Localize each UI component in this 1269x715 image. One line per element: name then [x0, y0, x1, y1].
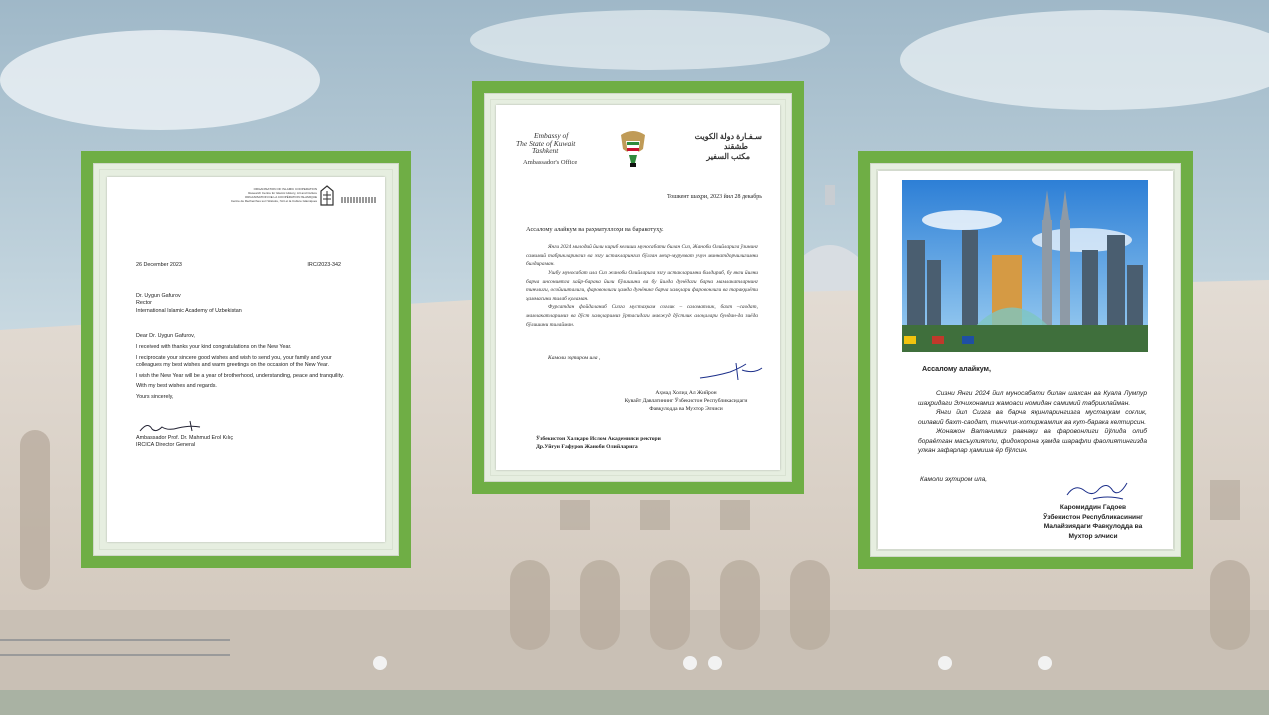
letter-kuwait-embassy: [496, 105, 780, 470]
letter-malaysia-frame: [858, 151, 1193, 569]
letter-reference: IRC/2023-342: [307, 262, 341, 268]
ircica-header-text: ORGANISATION OF ISLAMIC COOPERATION Research Centre for Islamic History, Art and Culture ORGANISATION DE LA COOPÉRATION ISLAMIQUE Centre de Recherches sur l'Histoire, l'Art et la Culture Islamiques: [230, 187, 317, 203]
signer-block: Каромиддин Гадоев Ўзбекистон Республикасининг Малайзиядаги Фавқулодда ва Мухтор элчиси: [1043, 504, 1143, 540]
letter-body: Dear Dr. Uygun Gafurov, I received with thanks your kind congratulations on the New Year. I reciprocate your sincere good wishes and wish to send you, your family and your colleagues my best wishes and warm greetings on the occasion of the New Year. I wish the New Year will be a year of brotherhood, understanding, peace and tranquility. With my best wishes and regards. Yours sincerely,: [136, 333, 356, 405]
signer-block: Аҳмад Холид Ал Жийрон Кувайт Давлатининг Ўзбекистон Республикасидаги Фавқулодда ва Мухтор Элчиси: [624, 390, 748, 413]
letter-kuwait-frame: [472, 81, 804, 494]
closing: Камоли эҳтиром ила,: [920, 476, 988, 483]
embassy-name-arabic: سـفـارة دولة الكويت طشقند مكتب السفير: [694, 132, 762, 161]
greeting: Ассалому алайкум ва раҳматуллоҳи ва баракотуҳу.: [526, 226, 664, 233]
recipient-address: Dr. Uygun Gafurov Rector International Islamic Academy of Uzbekistan: [136, 293, 242, 314]
letter-body: Сизни Янги 2024 йил муносабати билан шахсан ва Куала Лумпур шаҳридаги Элчихонамиз жамоаси номидан самимий табриклайман. Янги йил Сизга ва барча яқинларингизга мустаҳкам соғлик, оилавий бахт-саодат, тинчлик-хотиржамлик ва кут-барака келтирсин. Жонажон Ватанимиз равнақи ва фаровонлиги йўлида олиб бораётган масъулиятли, фидокорона ҳамда шарафли фаолиятингизда улкан зафарлар ҳамиша ёр бўлсин.: [918, 390, 1147, 455]
embassy-name-english: Embassy of The State of Kuwait Tashkent: [516, 131, 576, 155]
office-name-english: Ambassador's Office: [523, 159, 578, 166]
letter-malaysia-embassy: [878, 171, 1173, 549]
letter-date: Тошкент шаҳри, 2023 йил 28 декабрь: [667, 194, 762, 200]
letter-ircica: [107, 177, 385, 542]
letter-body: Янги 2024 милодий йили кириб келиши муносабати билан Сиз, Жаноби Олийларига ўзининг самимий табрикларингиз ва эзгу истакларингиз бўлган мехр-мурувват учун миннатдорчилигимни билдираман. Ушбу муносабат ила Сиз жаноби Олийларига эзгу истакларимни билдириб, бу янги йилни барча инсониятга хайр-барака йили бўлишини ва бу йилда дунёдаги барча мамлакатларнинг тинчлиги, осойишталиги, фаровонлиги ҳамда дунёнинг барча халқлари фаровонлиги ва тараққиёти ҳаммасини тилаб қоламан. Фурсатдан фойдаланиб Сизга мустаҳкам соғлик – саломатлик, бахт –саодат, мамлакатларимиз ва дўст халқларимиз ўртасидаги мавжуд дўстлик алоқалари бундан-да зиёда бўлишини тилайман.: [526, 244, 758, 328]
recipient-address: Ўзбекистон Халқаро Ислом Академияси ректори Др.Уйғун Ғафуров Жаноби Олийларига: [536, 436, 661, 451]
ircica-logo-icon: [319, 185, 335, 207]
salutation: Dear Dr. Uygun Gafurov,: [136, 333, 195, 339]
greeting: Ассалому алайкум,: [922, 364, 991, 373]
closing: Камоли эҳтиром ила ,: [548, 355, 601, 361]
signature-icon: [1063, 477, 1133, 503]
signature-icon: [138, 419, 208, 435]
letter-ircica-frame: [81, 151, 411, 568]
letter-date: 26 December 2023: [136, 262, 182, 268]
signature-icon: [696, 360, 766, 382]
kuala-lumpur-skyline-image: [902, 180, 1148, 352]
signer-block: Ambassador Prof. Dr. Mahmud Erol Kılıç IRCICA Director General: [136, 435, 234, 449]
kuwait-emblem-icon: [618, 127, 648, 169]
arabic-header-text: [341, 197, 377, 203]
